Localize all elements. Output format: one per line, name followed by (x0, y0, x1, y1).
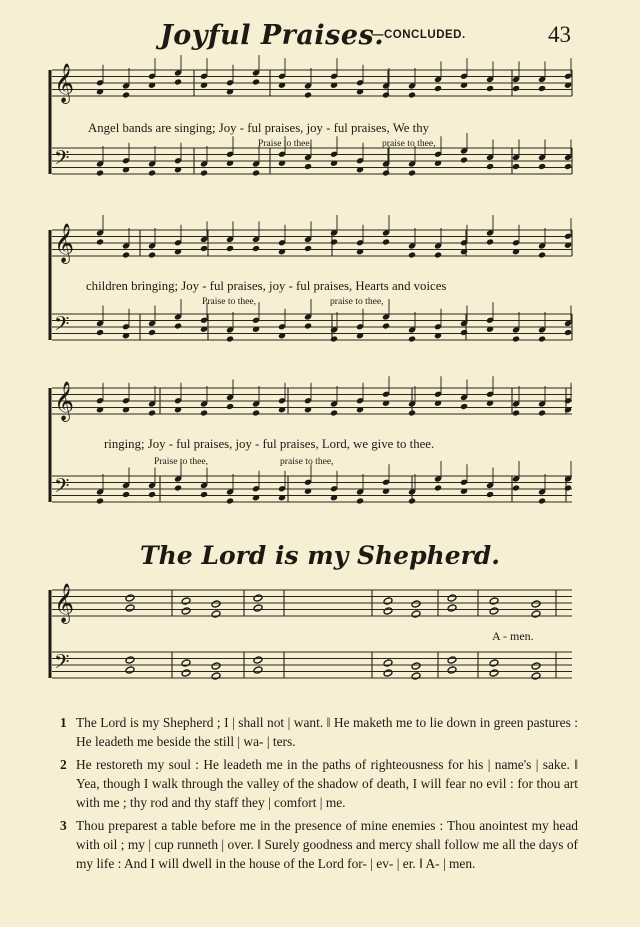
note (356, 309, 364, 340)
note (252, 471, 260, 502)
treble-staff (52, 70, 572, 96)
note (460, 58, 468, 89)
note (486, 302, 494, 333)
note (226, 65, 234, 96)
note (383, 597, 393, 615)
hymn-subtitle: —CONCLUDED. (372, 29, 466, 41)
note (356, 143, 364, 174)
note (278, 471, 286, 502)
echo-lyric: praise to thee, (330, 296, 384, 307)
hymn-title: Joyful Praises. (160, 20, 385, 51)
note (226, 136, 234, 167)
treble-staff (52, 230, 572, 256)
note (122, 143, 130, 174)
note (489, 597, 499, 615)
verse-text: He restoreth my soul : He leadeth me in the paths of righteousness for his | name's | sake. ‖ Yea, though I walk through the valley of the shadow of death, I will fear no evil : for thou art with me ; thy rod and thy staff they | comfort | me. (76, 757, 578, 810)
note (382, 376, 390, 407)
note (434, 309, 442, 340)
amen-lyric: A - men. (492, 629, 534, 643)
page-header (0, 20, 640, 54)
note (278, 58, 286, 89)
note (356, 225, 364, 256)
note (489, 659, 499, 677)
note (122, 383, 130, 414)
note (200, 58, 208, 89)
bass-clef-icon: 𝄢 (54, 474, 70, 502)
note (356, 383, 364, 414)
treble-clef-icon: 𝄞 (54, 63, 75, 103)
treble-staff (52, 590, 572, 616)
note (486, 376, 494, 407)
note (181, 597, 191, 615)
bass-staff (52, 652, 572, 678)
note (278, 309, 286, 340)
bass-staff (52, 476, 572, 502)
note (96, 383, 104, 414)
lyrics-line-1: Angel bands are singing; Joy - ful praises, joy - ful praises, We thy (88, 121, 429, 135)
note (330, 471, 338, 502)
note (304, 383, 312, 414)
note (174, 383, 182, 414)
note (96, 65, 104, 96)
verse-number: 3 (60, 818, 67, 833)
verse-number: 2 (60, 757, 67, 772)
note (512, 225, 520, 256)
note (148, 58, 156, 89)
verse-text: Thou preparest a table before me in the presence of mine enemies : Thou anointest my head with oil ; my | cup runneth | over. ‖ Surely goodness and mercy shall follow me all the days of my life : And I will dwell in the house of the Lord for- | ev- | er. ‖ A- | men. (76, 818, 578, 871)
note (564, 218, 572, 249)
note (383, 659, 393, 677)
echo-lyric: Praise to thee, (202, 296, 257, 307)
verse-1 (60, 713, 578, 751)
note (174, 225, 182, 256)
treble-staff (52, 388, 572, 414)
note (181, 659, 191, 677)
note (278, 225, 286, 256)
treble-clef-icon: 𝄞 (54, 583, 75, 623)
echo-lyric: Praise to thee, (154, 456, 209, 467)
note (278, 383, 286, 414)
verse-text: The Lord is my Shepherd ; I | shall not | want. ‖ He maketh me to lie down in green pastures : He leadeth me beside the still | wa- | ters. (76, 715, 578, 749)
bass-clef-icon: 𝄢 (54, 146, 70, 174)
music-system-chant (0, 582, 640, 702)
note (382, 464, 390, 495)
lyrics-line-2: children bringing; Joy - ful praises, joy - ful praises, Hearts and voices (86, 279, 447, 293)
echo-lyric: praise to thee, (280, 456, 334, 467)
note (356, 65, 364, 96)
echo-lyric: praise to thee, (382, 138, 436, 149)
bass-staff (52, 148, 572, 174)
note (330, 136, 338, 167)
note (564, 383, 572, 414)
note (122, 309, 130, 340)
bass-staff (52, 314, 572, 340)
note (330, 58, 338, 89)
note (460, 464, 468, 495)
note (564, 58, 572, 89)
verse-number: 1 (60, 715, 67, 730)
note (174, 143, 182, 174)
note (434, 376, 442, 407)
hymn-title-2: The Lord is my Shepherd. (139, 541, 500, 570)
verse-3 (60, 816, 578, 873)
echo-lyric: Praise to thee, (258, 138, 313, 149)
verse-2 (60, 755, 578, 812)
bass-clef-icon: 𝄢 (54, 312, 70, 340)
note (304, 464, 312, 495)
verses (60, 713, 578, 877)
page-number: 43 (548, 22, 571, 47)
treble-clef-icon: 𝄞 (54, 223, 75, 263)
treble-clef-icon: 𝄞 (54, 381, 75, 421)
note (460, 225, 468, 256)
lyrics-line-3: ringing; Joy - ful praises, joy - ful praises, Lord, we give to thee. (104, 437, 435, 451)
bass-clef-icon: 𝄢 (54, 650, 70, 678)
